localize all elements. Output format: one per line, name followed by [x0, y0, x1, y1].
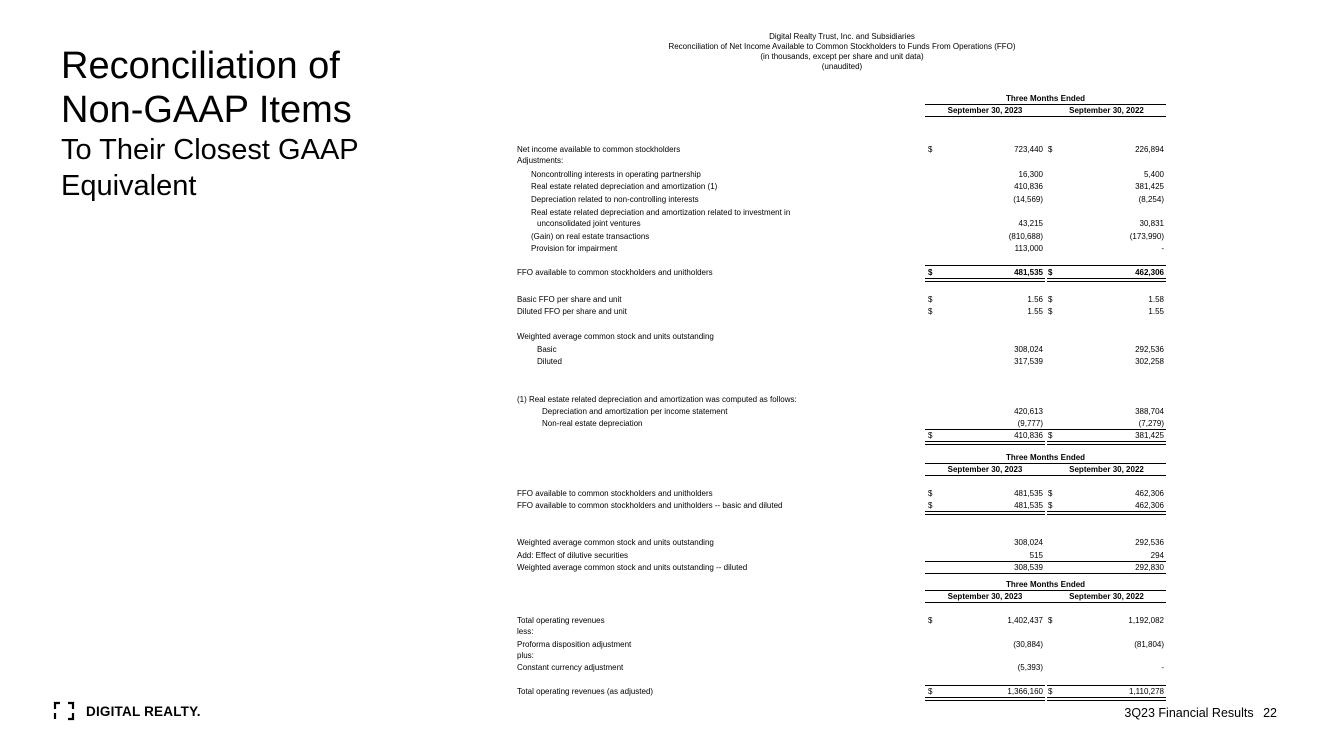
row-label: FFO available to common stockholders and unitholders: [517, 268, 713, 277]
slide-title-line-1: Reconciliation of: [61, 45, 340, 87]
value-2023: 515: [1029, 551, 1043, 560]
value-2023: (9,777): [1017, 419, 1043, 428]
row-label: plus:: [517, 651, 534, 660]
dollar-sign: $: [1048, 501, 1053, 510]
header-col-2023: September 30, 2023: [947, 592, 1023, 601]
value-2022: 294: [1150, 551, 1164, 560]
value-2022: (173,990): [1129, 232, 1164, 241]
page-number: 22: [1263, 706, 1277, 720]
header-col-2022: September 30, 2022: [1069, 465, 1144, 474]
dollar-sign: $: [1048, 687, 1053, 696]
row-label: Basic FFO per share and unit: [517, 295, 622, 304]
dollar-sign: $: [1048, 145, 1053, 154]
header-col-2022: September 30, 2022: [1069, 106, 1144, 115]
row-label: Total operating revenues (as adjusted): [517, 687, 654, 696]
total-double-rule: [925, 697, 1045, 701]
value-2022: 30,831: [1139, 219, 1164, 228]
row-label: Net income available to common stockholders: [517, 145, 681, 154]
dollar-sign: $: [928, 431, 933, 440]
value-2022: 302,258: [1135, 357, 1164, 366]
row-label: Depreciation and amortization per income statement: [542, 407, 728, 416]
row-label: FFO available to common stockholders and unitholders: [517, 489, 713, 498]
total-double-rule: [1047, 441, 1166, 445]
value-2022: -: [1161, 663, 1164, 672]
value-2023: 308,024: [1014, 345, 1043, 354]
value-2022: 462,306: [1135, 489, 1164, 498]
column-header-group: [925, 579, 1166, 603]
dollar-sign: $: [928, 489, 933, 498]
value-2022: 292,830: [1135, 563, 1164, 572]
header-three-months-ended: Three Months Ended: [925, 452, 1166, 464]
row-label: Diluted FFO per share and unit: [517, 307, 627, 316]
row-label: Noncontrolling interests in operating partnership: [531, 170, 701, 179]
value-2023: (14,569): [1013, 195, 1043, 204]
dollar-sign: $: [928, 501, 933, 510]
dollar-sign: $: [928, 616, 933, 625]
slide-subtitle-line-2: Equivalent: [61, 170, 197, 202]
dollar-sign: $: [928, 295, 933, 304]
value-2022: 1.55: [1148, 307, 1164, 316]
value-2022: 292,536: [1135, 538, 1164, 547]
value-2023: (5,393): [1017, 663, 1043, 672]
value-2023: 1.56: [1027, 295, 1043, 304]
row-label: Diluted: [537, 357, 562, 366]
dollar-sign: $: [1048, 616, 1053, 625]
value-2023: 308,024: [1014, 538, 1043, 547]
dollar-sign: $: [928, 268, 933, 277]
value-2022: 226,894: [1135, 145, 1164, 154]
value-2022: 388,704: [1135, 407, 1164, 416]
row-label: Basic: [537, 345, 557, 354]
row-label: unconsolidated joint ventures: [537, 219, 641, 228]
total-double-rule: [1047, 697, 1166, 701]
value-2022: (8,254): [1138, 195, 1164, 204]
value-2023: 1,402,437: [1007, 616, 1043, 625]
dollar-sign: $: [928, 687, 933, 696]
header-col-2023: September 30, 2023: [947, 106, 1023, 115]
subtotal-rule: [925, 265, 1166, 266]
row-label: Non-real estate depreciation: [542, 419, 643, 428]
slide-subtitle-line-1: To Their Closest GAAP: [61, 134, 359, 166]
dollar-sign: $: [928, 145, 933, 154]
value-2022: 1,192,082: [1128, 616, 1164, 625]
value-2023: 1,366,160: [1007, 687, 1043, 696]
value-2022: 381,425: [1135, 182, 1164, 191]
value-2022: 1,110,278: [1129, 687, 1164, 696]
value-2023: 410,836: [1014, 431, 1043, 440]
row-label: Provision for impairment: [531, 244, 618, 253]
dollar-sign: $: [1048, 268, 1053, 277]
value-2023: 1.55: [1027, 307, 1043, 316]
row-label: Weighted average common stock and units outstanding: [517, 332, 714, 341]
header-col-2022: September 30, 2022: [1069, 592, 1144, 601]
slide-footer: [1124, 706, 1277, 720]
value-2023: 43,215: [1018, 219, 1043, 228]
dollar-sign: $: [1048, 489, 1053, 498]
header-three-months-ended: Three Months Ended: [925, 579, 1166, 591]
row-label: (1) Real estate related depreciation and amortization was computed as follows:: [517, 395, 797, 404]
row-label: Weighted average common stock and units outstanding: [517, 538, 714, 547]
logo-wordmark: DIGITAL REALTY.: [86, 703, 201, 719]
row-label: Total operating revenues: [517, 616, 605, 625]
value-2022: 462,306: [1135, 268, 1164, 277]
row-label: Constant currency adjustment: [517, 663, 624, 672]
dollar-sign: $: [1048, 307, 1053, 316]
row-label: Proforma disposition adjustment: [517, 640, 632, 649]
report-title: Reconciliation of Net Income Available to Common Stockholders to Funds From Operations (FFO): [668, 42, 1016, 51]
total-double-rule: [1047, 278, 1166, 282]
footer-label: 3Q23 Financial Results: [1124, 706, 1254, 720]
subtotal-rule: [925, 573, 1166, 574]
value-2022: (81,804): [1134, 640, 1164, 649]
slide-title-block: [61, 44, 441, 204]
dollar-sign: $: [1048, 431, 1053, 440]
row-label: Real estate related depreciation and amortization (1): [531, 182, 718, 191]
total-double-rule: [1047, 511, 1166, 515]
header-col-2023: September 30, 2023: [947, 465, 1023, 474]
value-2023: (810,688): [1008, 232, 1043, 241]
value-2023: 113,000: [1014, 244, 1043, 253]
total-double-rule: [925, 278, 1045, 282]
row-label: Weighted average common stock and units outstanding -- diluted: [517, 563, 748, 572]
report-company: Digital Realty Trust, Inc. and Subsidiaries: [769, 32, 915, 41]
value-2023: 16,300: [1018, 170, 1043, 179]
value-2022: 292,536: [1135, 345, 1164, 354]
value-2022: (7,279): [1138, 419, 1164, 428]
value-2023: 481,535: [1014, 268, 1043, 277]
column-header-group: [925, 93, 1166, 117]
total-double-rule: [925, 441, 1045, 445]
row-label: Adjustments:: [517, 156, 564, 165]
slide-title-line-2: Non-GAAP Items: [61, 89, 352, 131]
value-2023: 481,535: [1014, 489, 1043, 498]
value-2022: 462,306: [1135, 501, 1164, 510]
report-status: (unaudited): [821, 62, 863, 71]
total-double-rule: [925, 511, 1045, 515]
header-three-months-ended: Three Months Ended: [925, 93, 1166, 105]
value-2023: 317,539: [1014, 357, 1043, 366]
value-2023: 420,613: [1014, 407, 1043, 416]
row-label: Real estate related depreciation and amortization related to investment in: [531, 208, 791, 217]
value-2023: 410,836: [1014, 182, 1043, 191]
row-label: FFO available to common stockholders and unitholders -- basic and diluted: [517, 501, 783, 510]
row-label: (Gain) on real estate transactions: [531, 232, 650, 241]
value-2022: -: [1161, 244, 1164, 253]
value-2023: 723,440: [1014, 145, 1043, 154]
column-header-group: [925, 452, 1166, 476]
report-units: (in thousands, except per share and unit data): [760, 52, 924, 61]
value-2022: 1.58: [1148, 295, 1164, 304]
row-label: Depreciation related to non-controlling interests: [531, 195, 699, 204]
row-label: Add: Effect of dilutive securities: [517, 551, 629, 560]
row-label: less:: [517, 627, 534, 636]
digital-realty-logo: [53, 700, 201, 722]
value-2023: 308,539: [1014, 563, 1043, 572]
value-2022: 381,425: [1135, 431, 1164, 440]
value-2023: 481,535: [1014, 501, 1043, 510]
value-2023: (30,884): [1013, 640, 1043, 649]
dollar-sign: $: [1048, 295, 1053, 304]
dollar-sign: $: [928, 307, 933, 316]
value-2022: 5,400: [1143, 170, 1164, 179]
logo-bracket-icon: [53, 700, 75, 722]
